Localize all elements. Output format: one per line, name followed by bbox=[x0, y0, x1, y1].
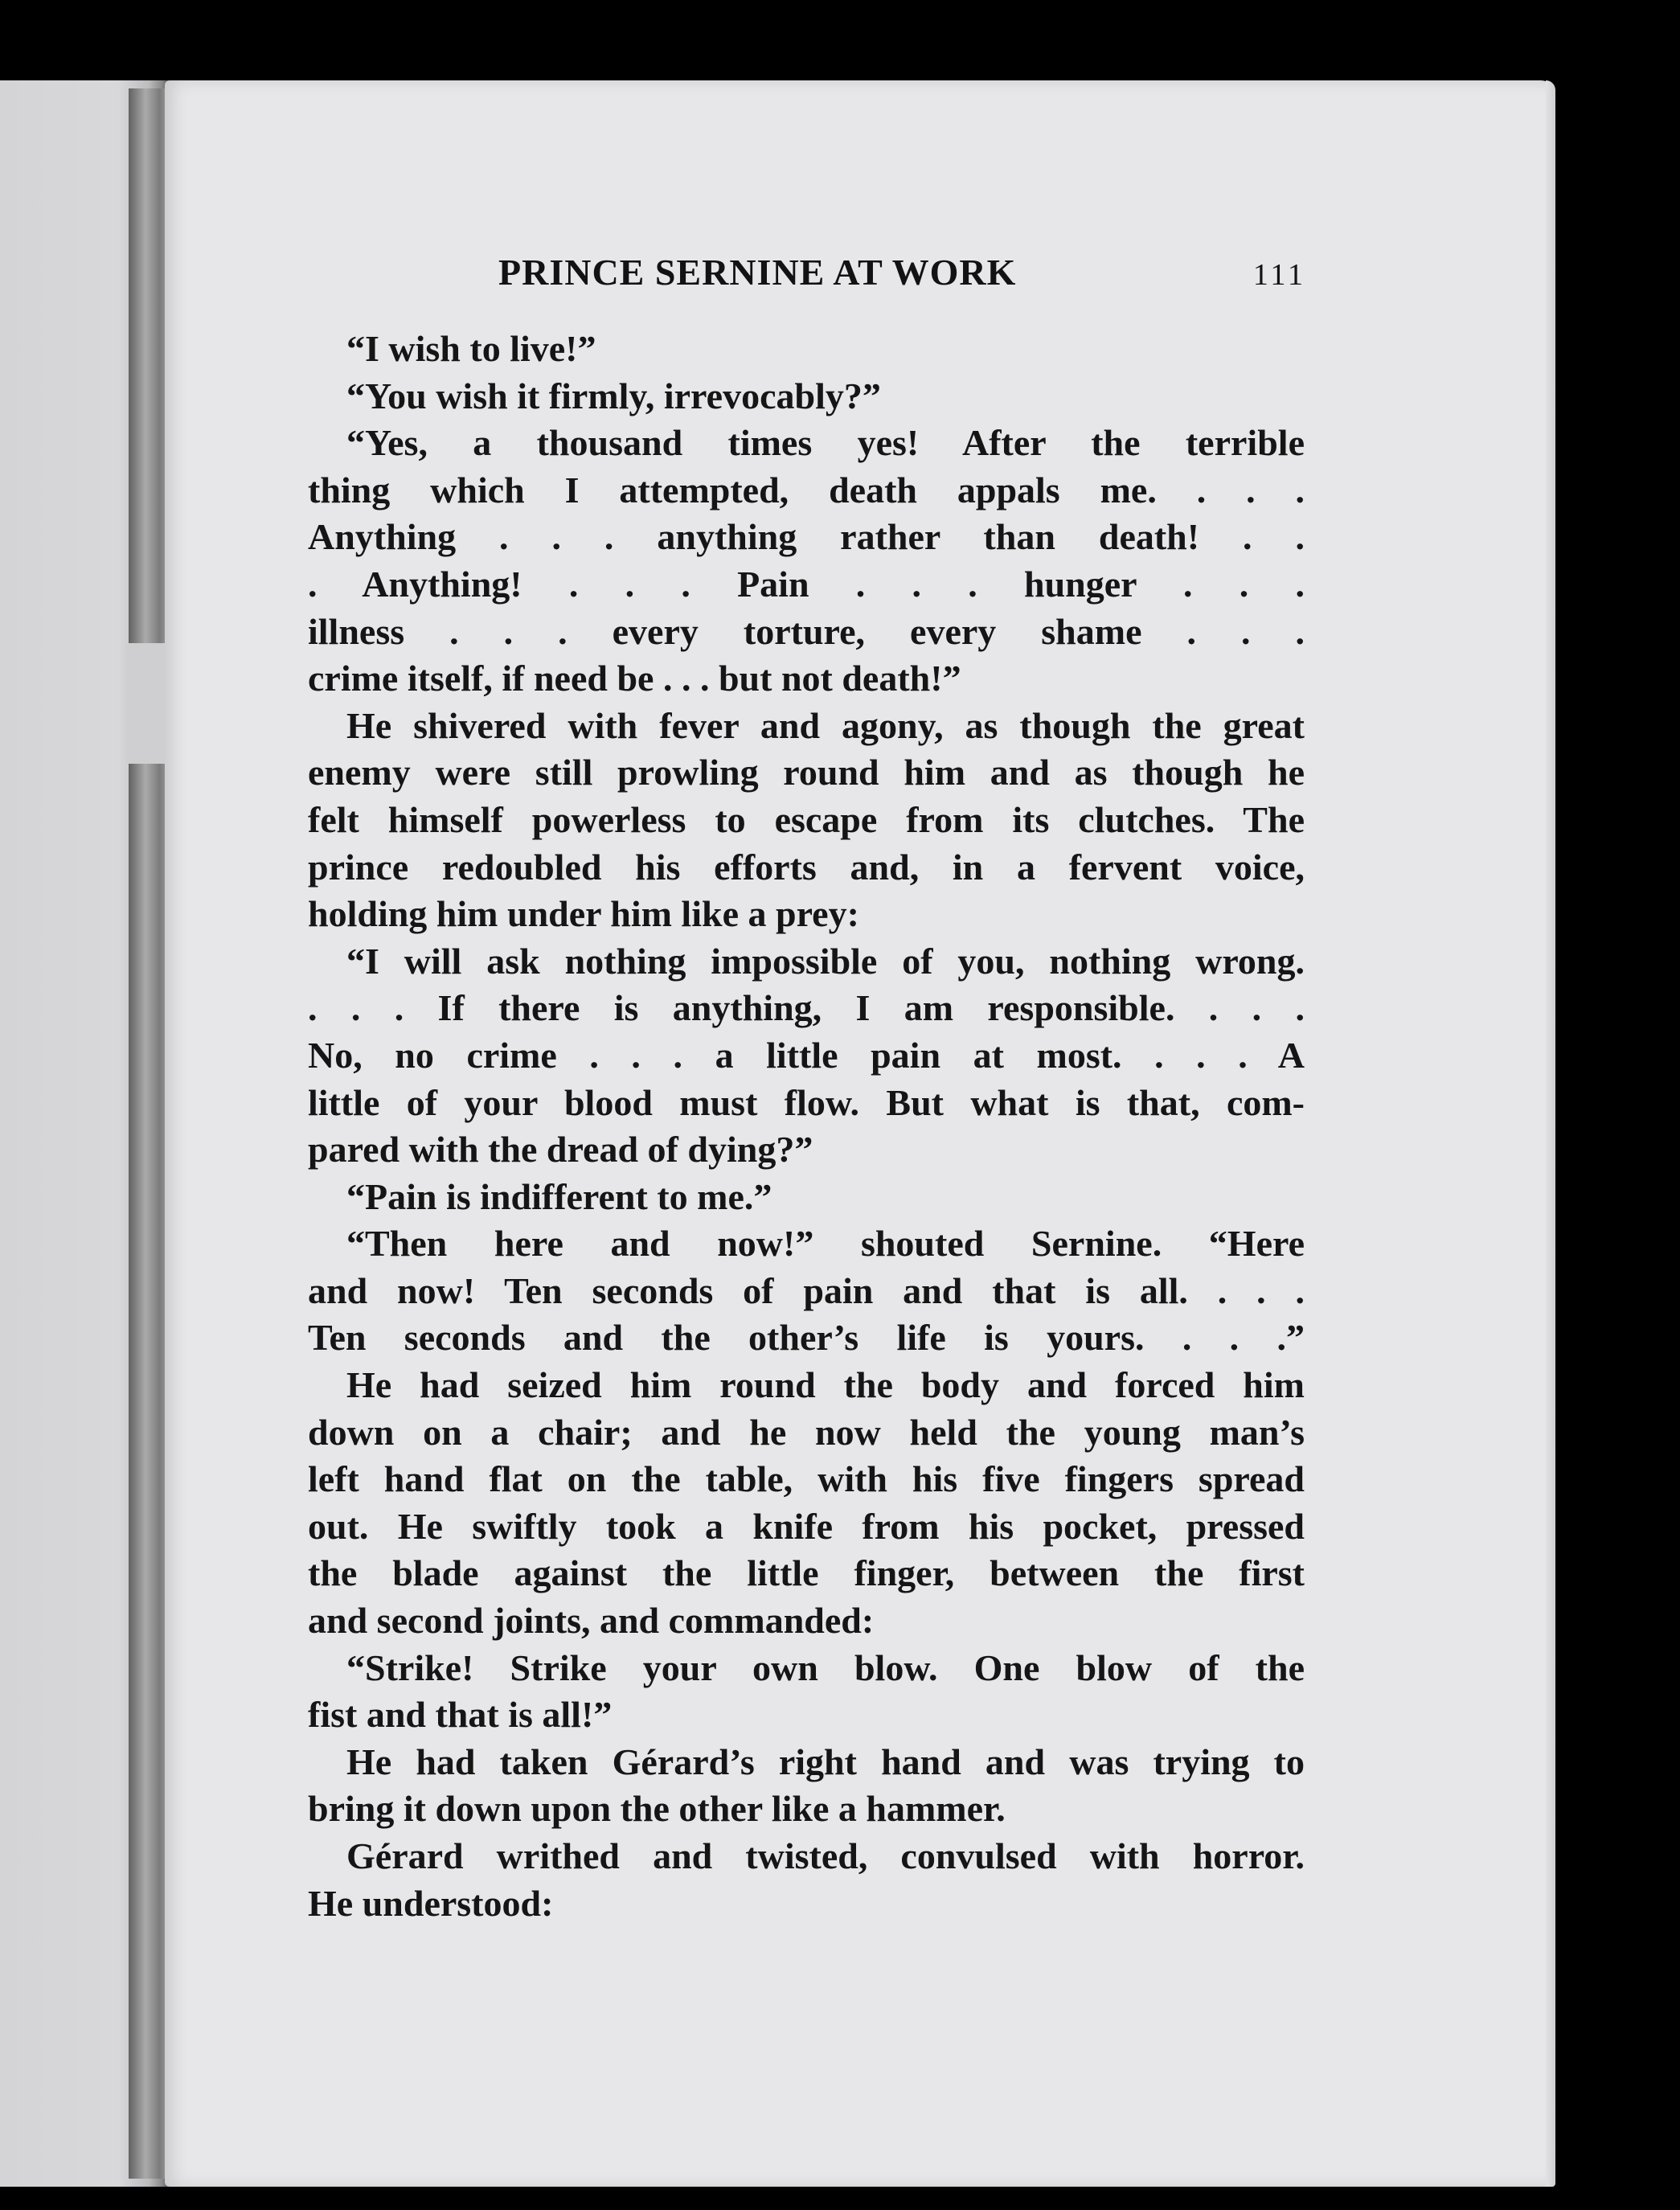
text-line: thing which I attempted, death appals me. . . . bbox=[308, 469, 1305, 510]
text-line: “Pain is indifferent to me.” bbox=[346, 1175, 772, 1217]
text-line: No, no crime . . . a little pain at most. . . . A bbox=[308, 1034, 1305, 1076]
text-line: little of your blood must flow. But what is that, com- bbox=[308, 1081, 1305, 1123]
text-line: down on a chair; and he now held the young man’s bbox=[308, 1411, 1305, 1453]
text-line: bring it down upon the other like a hammer. bbox=[308, 1788, 1006, 1830]
running-head bbox=[330, 251, 1306, 307]
text-line: prince redoubled his efforts and, in a fervent voice, bbox=[308, 846, 1305, 888]
text-line: He had seized him round the body and forced him bbox=[346, 1364, 1305, 1406]
text-line: enemy were still prowling round him and as though he bbox=[308, 752, 1305, 793]
text-line: Gérard writhed and twisted, convulsed with horror. bbox=[346, 1835, 1305, 1876]
text-line: fist and that is all!” bbox=[308, 1694, 613, 1736]
text-line: crime itself, if need be . . . but not death!” bbox=[308, 658, 961, 699]
text-line: pared with the dread of dying?” bbox=[308, 1129, 813, 1171]
text-line: “You wish it firmly, irrevocably?” bbox=[346, 375, 881, 416]
text-line: and now! Ten seconds of pain and that is all. . . . bbox=[308, 1269, 1305, 1311]
text-line: Ten seconds and the other’s life is yours. . . .” bbox=[308, 1317, 1305, 1359]
body-text bbox=[308, 326, 1305, 1927]
page-number: 111 bbox=[1252, 258, 1306, 292]
page-edge bbox=[1546, 80, 1555, 2187]
text-line: “Strike! Strike your own blow. One blow of the bbox=[346, 1646, 1305, 1688]
text-line: and second joints, and commanded: bbox=[308, 1600, 875, 1642]
text-line: out. He swiftly took a knife from his pocket, pressed bbox=[308, 1505, 1305, 1547]
text-line: “Then here and now!” shouted Sernine. “Here bbox=[346, 1223, 1305, 1265]
running-title: PRINCE SERNINE AT WORK bbox=[498, 252, 1017, 293]
text-line: illness . . . every torture, every shame . . . bbox=[308, 610, 1305, 652]
text-line: . . . If there is anything, I am responsible. . . . bbox=[308, 987, 1305, 1029]
text-line: the blade against the little finger, between the first bbox=[308, 1552, 1305, 1594]
text-line: felt himself powerless to escape from its clutches. The bbox=[308, 798, 1305, 840]
text-line: holding him under him like a prey: bbox=[308, 893, 859, 935]
text-line: He had taken Gérard’s right hand and was trying to bbox=[346, 1741, 1305, 1782]
text-line: “Yes, a thousand times yes! After the terrible bbox=[346, 422, 1305, 464]
text-line: “I wish to live!” bbox=[346, 328, 596, 369]
text-line: “I will ask nothing impossible of you, nothing wrong. bbox=[346, 940, 1305, 982]
text-line: He shivered with fever and agony, as though the great bbox=[346, 704, 1305, 746]
text-line: Anything . . . anything rather than death! . . bbox=[308, 516, 1305, 558]
text-line: He understood: bbox=[308, 1882, 554, 1924]
text-line: . Anything! . . . Pain . . . hunger . . . bbox=[308, 563, 1305, 605]
text-line: left hand flat on the table, with his five fingers spread bbox=[308, 1458, 1305, 1500]
